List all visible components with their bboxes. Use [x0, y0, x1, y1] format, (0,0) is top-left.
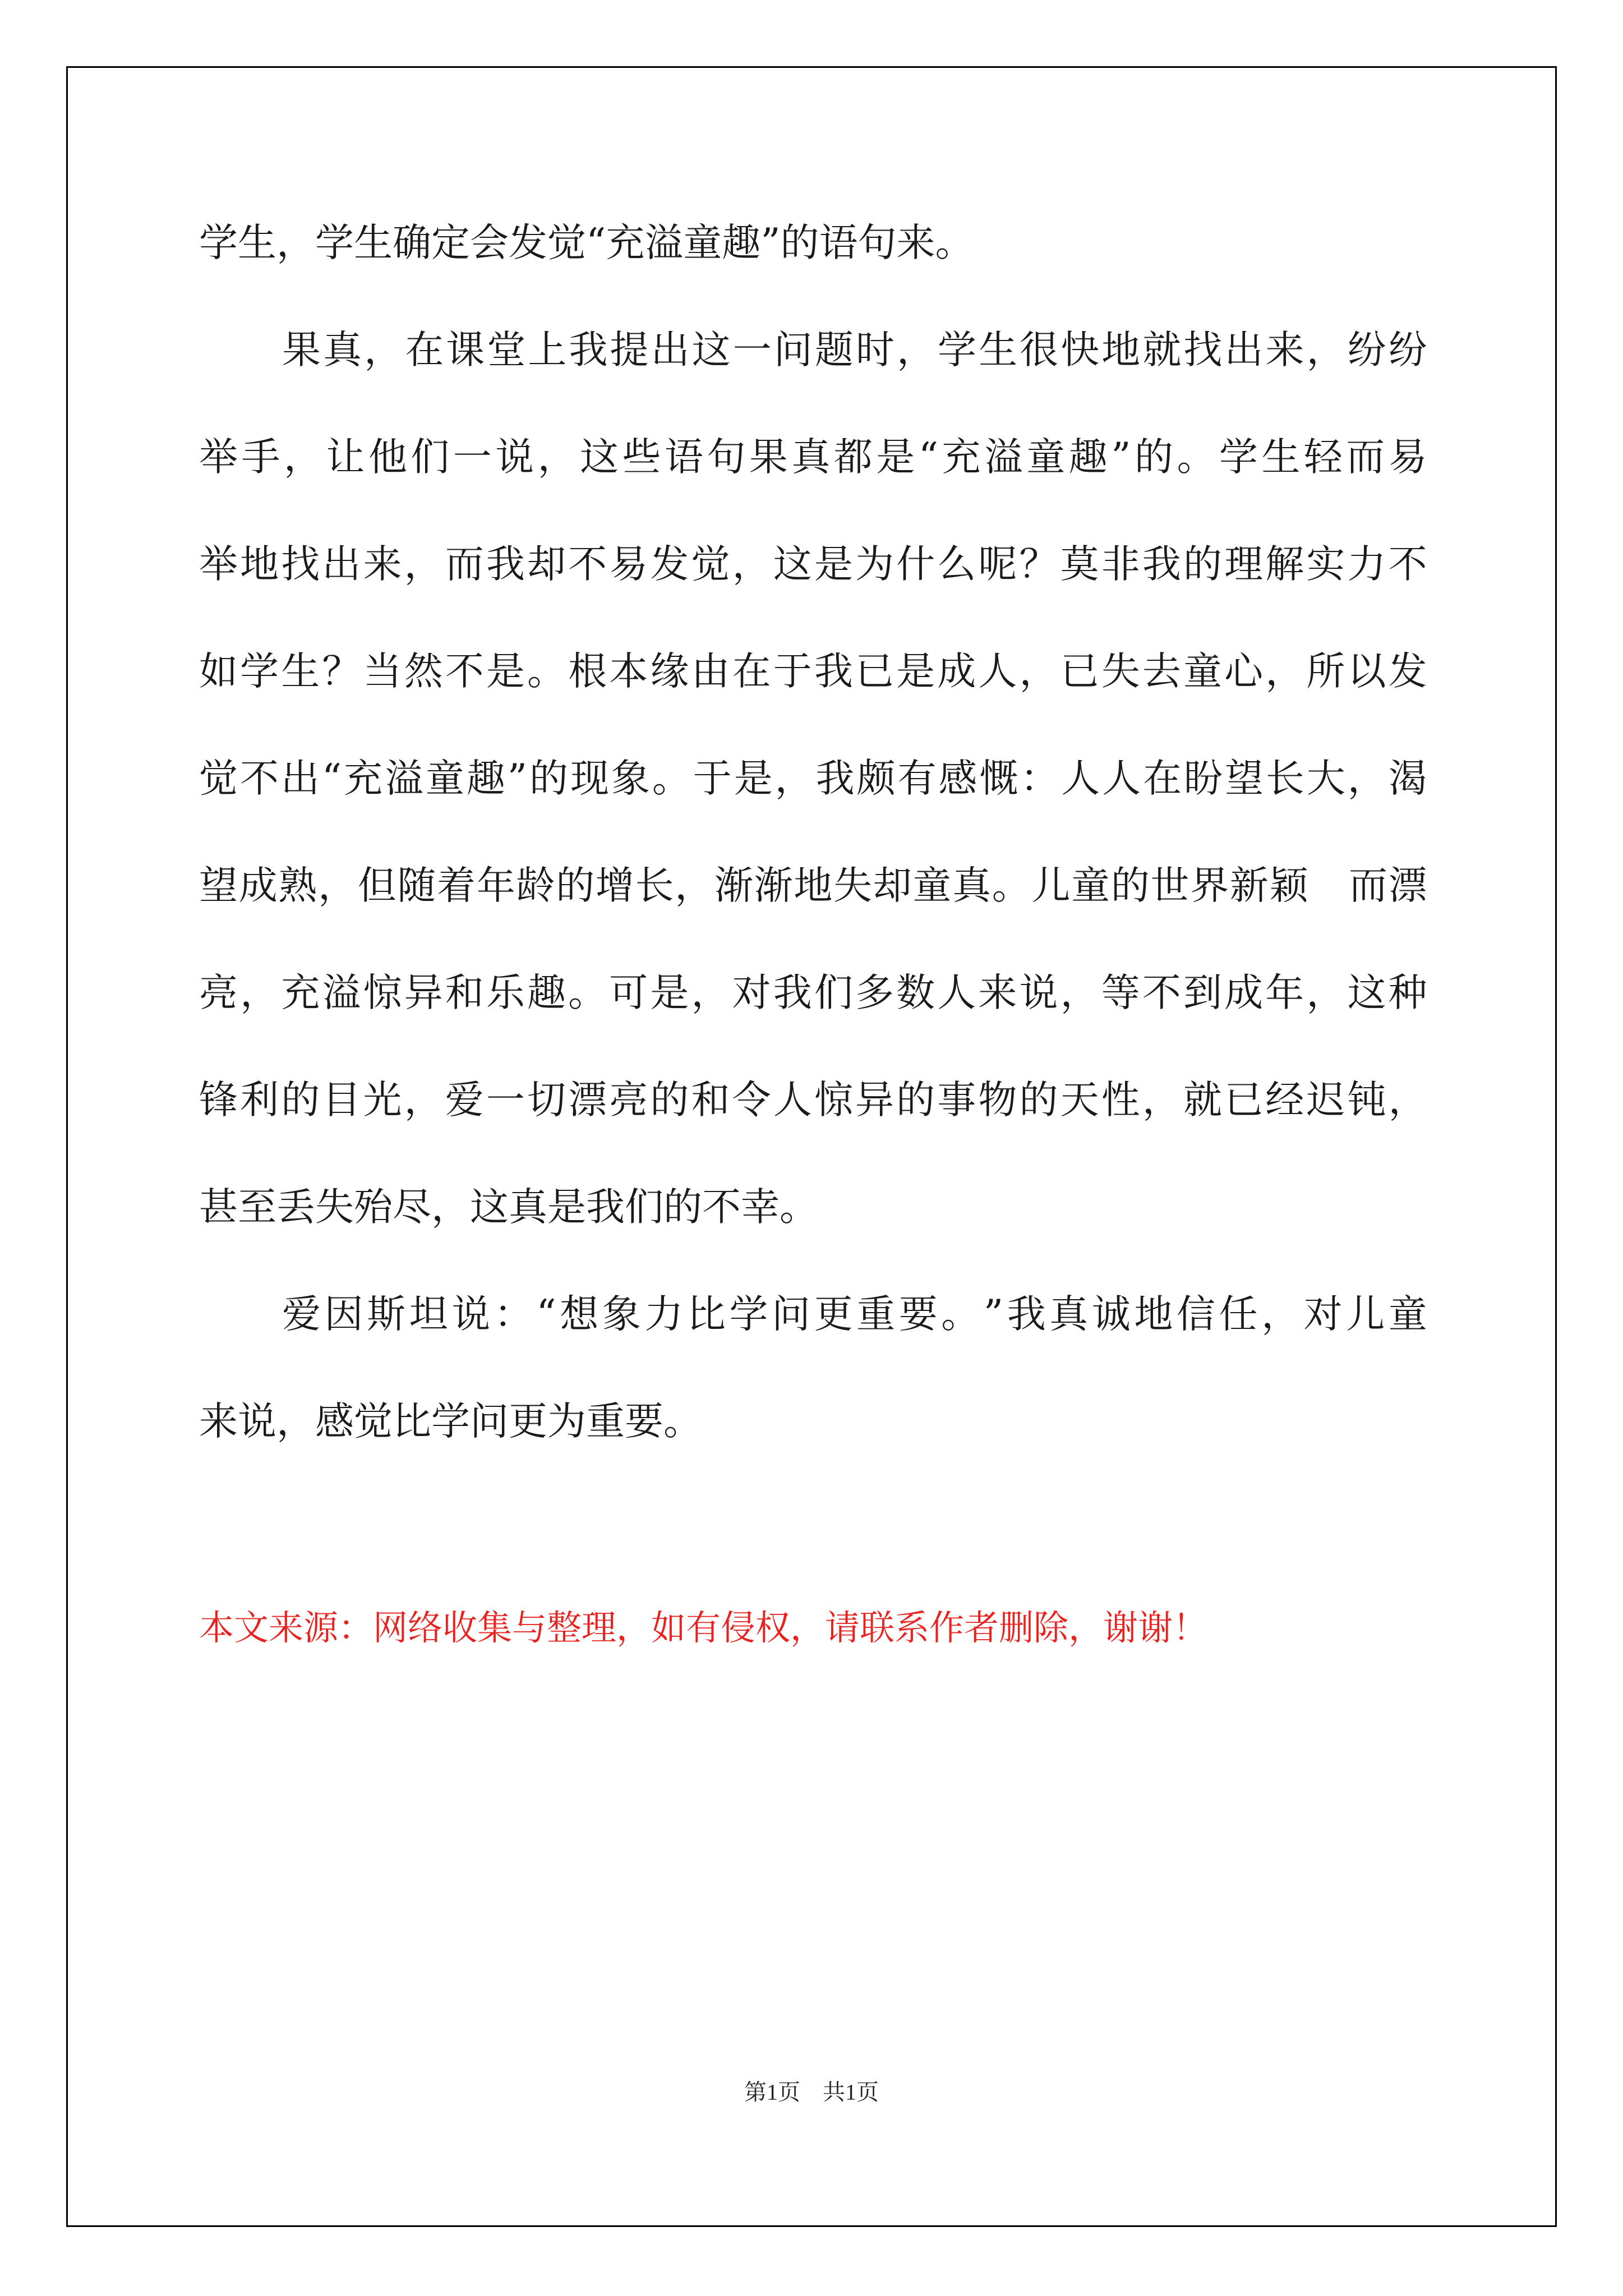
paragraph-line: 望 成 熟 ， 但 随 着 年 龄 的 增 长 ， 渐 渐 地 失 却 童 真 。 儿 童 的 世 界 新 颖 而 漂: [199, 863, 1427, 908]
page-total: 共1页: [823, 2079, 879, 2105]
paragraph-line: 甚至丢失殆尽，这真是我们的不幸。: [199, 1185, 818, 1230]
paragraph-line: 如 学 生 ？ 当 然 不 是 。 根 本 缘 由 在 于 我 已 是 成 人 ， 已 失 去 童 心 ， 所 以 发: [199, 649, 1427, 694]
paragraph-line: 举 地 找 出 来 ， 而 我 却 不 易 发 觉 ， 这 是 为 什 么 呢 ？ 莫 非 我 的 理 解 实 力 不: [199, 542, 1427, 587]
paragraph-line: 来说，感觉比学问更为重要。: [199, 1399, 702, 1444]
paragraph-line: 觉 不 出 “ 充 溢 童 趣 ” 的 现 象 。 于 是 ， 我 颇 有 感 慨 ： 人 人 在 盼 望 长 大 ， 渴: [199, 756, 1427, 801]
source-note: 本文来源：网络收集与整理，如有侵权，请联系作者删除，谢谢！: [199, 1607, 1208, 1648]
paragraph-line: 亮 ， 充 溢 惊 异 和 乐 趣 。 可 是 ， 对 我 们 多 数 人 来 说 ， 等 不 到 成 年 ， 这 种: [199, 970, 1427, 1015]
paragraph-line: 果 真 ， 在 课 堂 上 我 提 出 这 一 问 题 时 ， 学 生 很 快 地 就 找 出 来 ， 纷 纷: [282, 328, 1427, 372]
paragraph-line: 学生，学生确定会发觉“充溢童趣”的语句来。: [199, 220, 974, 265]
page-border: [66, 66, 1557, 2227]
paragraph-line: 爱 因 斯 坦 说 ： “ 想 象 力 比 学 问 更 重 要 。 ” 我 真 诚 地 信 任 ， 对 儿 童: [282, 1292, 1427, 1337]
page-number: 第1页: [744, 2079, 800, 2105]
page-footer: [0, 2076, 1623, 2109]
paragraph-line: 锋 利 的 目 光 ， 爱 一 切 漂 亮 的 和 令 人 惊 异 的 事 物 的 天 性 ， 就 已 经 迟 钝 ，: [199, 1078, 1427, 1122]
paragraph-line: 举 手 ， 让 他 们 一 说 ， 这 些 语 句 果 真 都 是 “ 充 溢 童 趣 ” 的 。 学 生 轻 而 易: [199, 435, 1427, 480]
